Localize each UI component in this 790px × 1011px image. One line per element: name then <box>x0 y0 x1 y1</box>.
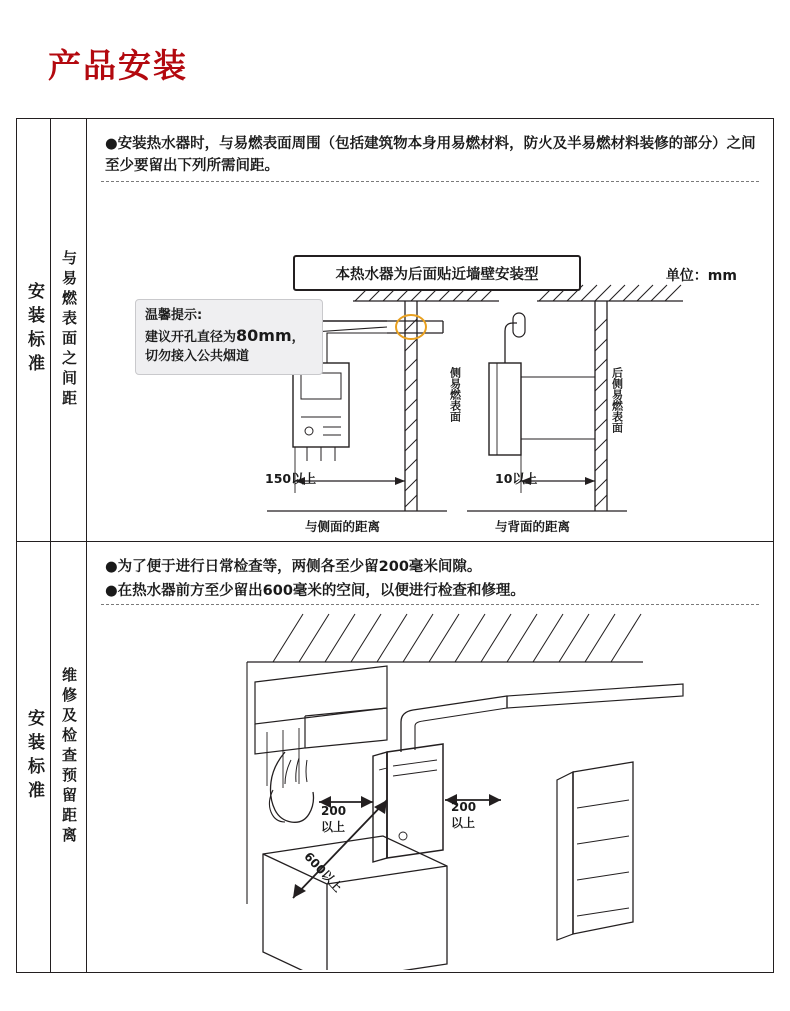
row-label-text: 安装标准 <box>24 709 44 805</box>
install-type-banner: 本热水器为后面贴近墙壁安装型 <box>293 255 581 291</box>
dim-front-label: 600以上 <box>301 849 345 895</box>
tip-line-2-emphasis: 80mm <box>236 326 292 346</box>
row-sublabel-cell <box>51 119 87 541</box>
tip-line-1: 温馨提示: <box>145 308 203 323</box>
unit-label: 单位：mm <box>665 268 737 284</box>
service-clearance-drawing <box>87 604 773 970</box>
table-row <box>17 542 773 972</box>
row-label-text: 安装标准 <box>24 282 44 378</box>
tip-line-2-post: ， <box>291 330 305 346</box>
row-content-cell <box>87 119 773 541</box>
bullet-item: ●在热水器前方至少留出600毫米的空间，以便进行检查和修理。 <box>105 583 525 600</box>
label-rear-surface: 后侧易燃表面 <box>610 367 624 433</box>
row-label-cell <box>17 119 51 541</box>
row-content-cell <box>87 542 773 972</box>
row-sublabel-cell <box>51 542 87 972</box>
caption-right: 与背面的距离 <box>495 519 571 534</box>
tip-line-3: 切勿接入公共烟道 <box>145 349 250 365</box>
dim-right-label: 10以上 <box>495 471 538 486</box>
dim-left-text: 以上 <box>321 820 346 834</box>
table-row <box>17 119 773 542</box>
caption-left: 与侧面的距离 <box>305 519 381 534</box>
bullet-list <box>87 542 773 613</box>
bullet-item: ●安装热水器时，与易燃表面周围（包括建筑物本身用易燃材料，防火及半易燃材料装修的部分）之间至少要留出下列所需间距。 <box>105 136 756 175</box>
dim-left-number: 200 <box>321 804 347 818</box>
page-title: 产品安装 <box>48 46 188 85</box>
spec-table <box>16 118 774 973</box>
label-side-surface: 侧易燃表面 <box>448 367 462 422</box>
row-label-cell <box>17 542 51 972</box>
figure-service-clearance <box>87 604 773 970</box>
dim-right-number: 200 <box>451 800 477 814</box>
bullet-item: ●为了便于进行日常检查等，两侧各至少留200毫米间隙。 <box>105 559 482 575</box>
dim-right-text: 以上 <box>451 816 476 830</box>
row-sublabel-text: 与易燃表面之间距 <box>60 250 78 410</box>
dim-left-label: 150以上 <box>265 471 317 486</box>
tip-line-2 <box>145 325 313 348</box>
tip-line-2-pre: 建议开孔直径为 <box>145 330 237 346</box>
bullet-list <box>87 119 773 188</box>
figure-clearance <box>87 181 773 541</box>
tip-callout <box>135 299 323 375</box>
row-sublabel-text: 维修及检查预留距离 <box>60 667 78 847</box>
